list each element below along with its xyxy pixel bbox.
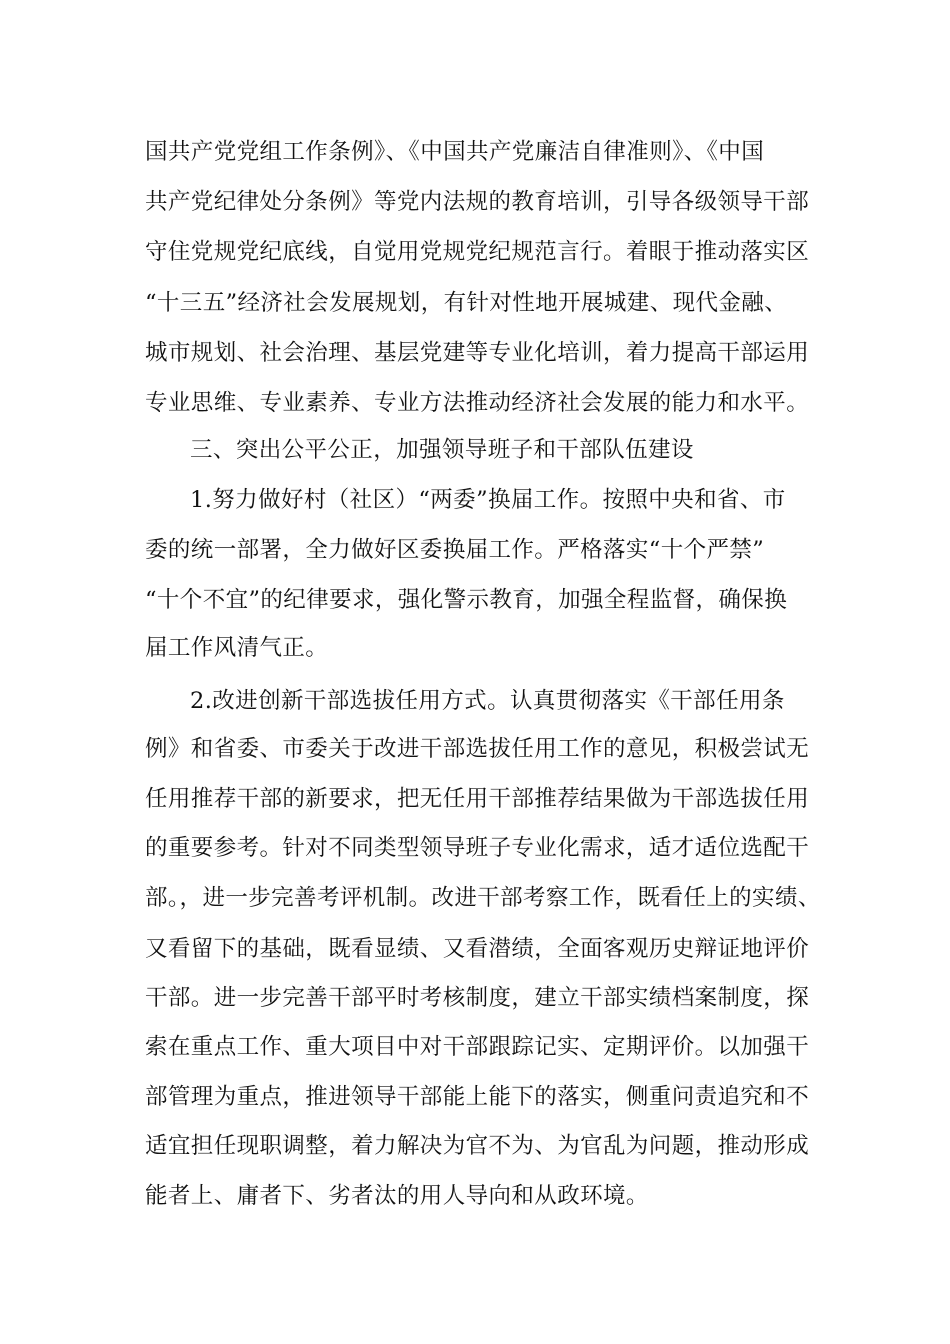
body-text-line: 2.改进创新干部选拔任用方式。认真贯彻落实《干部任用条 <box>190 688 785 714</box>
body-text-line: 专业思维、专业素养、专业方法推动经济社会发展的能力和水平。 <box>145 390 810 416</box>
body-text-line: 部管理为重点，推进领导干部能上能下的落实，侧重问责追究和不 <box>145 1084 810 1110</box>
body-text-line: 能者上、庸者下、劣者汰的用人导向和从政环境。 <box>145 1183 649 1209</box>
body-text-line: 部。，进一步完善考评机制。改进干部考察工作，既看任上的实绩、 <box>145 885 821 911</box>
body-text-line: 守住党规党纪底线，自觉用党规党纪规范言行。着眼于推动落实区 <box>145 239 810 265</box>
body-text-line: 索在重点工作、重大项目中对干部跟踪记实、定期评价。以加强干 <box>145 1034 810 1060</box>
body-text-line: 任用推荐干部的新要求，把无任用干部推荐结果做为干部选拔任用 <box>145 786 810 812</box>
body-text-line: 共产党纪律处分条例》等党内法规的教育培训，引导各级领导干部 <box>145 189 810 215</box>
body-text-line: 1.努力做好村（社区）“两委”换届工作。按照中央和省、市 <box>190 487 786 513</box>
body-text-line: 城市规划、社会治理、基层党建等专业化培训，着力提高干部运用 <box>145 340 810 366</box>
body-text-line: “十三五”经济社会发展规划，有针对性地开展城建、现代金融、 <box>145 290 788 316</box>
body-text-line: 干部。进一步完善干部平时考核制度，建立干部实绩档案制度，探 <box>145 985 810 1011</box>
section-heading: 三、突出公平公正，加强领导班子和干部队伍建设 <box>190 437 694 463</box>
body-text-line: “十个不宜”的纪律要求，强化警示教育，加强全程监督，确保换 <box>145 587 788 613</box>
body-text-line: 又看留下的基础，既看显绩、又看潜绩，全面客观历史辩证地评价 <box>145 936 810 962</box>
body-text-line: 国共产党党组工作条例》、《中国共产党廉洁自律准则》、《中国 <box>145 139 765 165</box>
body-text-line: 委的统一部署，全力做好区委换届工作。严格落实“十个严禁” <box>145 537 765 563</box>
body-text-line: 届工作风清气正。 <box>145 635 329 661</box>
body-text-line: 例》和省委、市委关于改进干部选拔任用工作的意见，积极尝试无 <box>145 736 810 762</box>
body-text-line: 适宜担任现职调整，着力解决为官不为、为官乱为问题，推动形成 <box>145 1133 810 1159</box>
body-text-line: 的重要参考。针对不同类型领导班子专业化需求，适才适位选配干 <box>145 835 810 861</box>
